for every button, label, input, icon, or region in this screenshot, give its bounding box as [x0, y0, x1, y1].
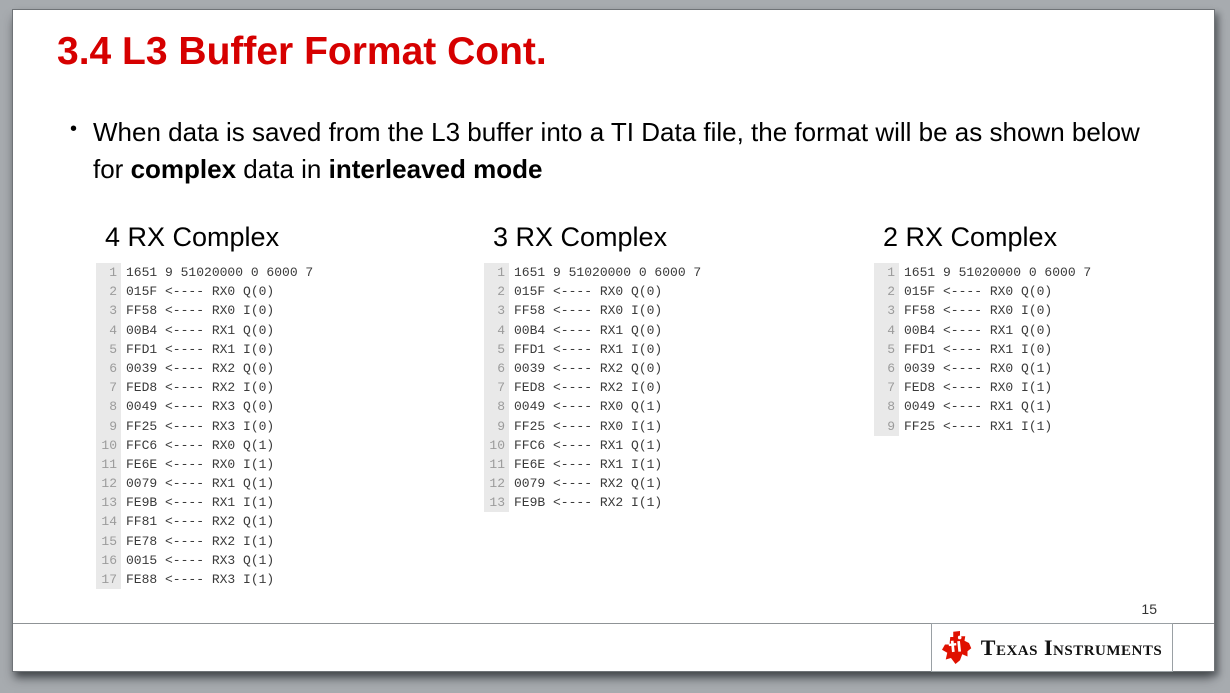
- line-number: 15: [96, 532, 121, 551]
- code-line: [96, 493, 313, 512]
- line-number: 4: [96, 321, 121, 340]
- line-text: FF58 <---- RX0 I(0): [904, 303, 1053, 319]
- line-number: 2: [874, 282, 899, 301]
- code-block-heading: 3 RX Complex: [493, 222, 668, 252]
- line-text: 015F <---- RX0 Q(0): [904, 284, 1053, 300]
- line-text: FF58 <---- RX0 I(0): [514, 303, 663, 319]
- line-text: FE88 <---- RX3 I(1): [126, 572, 275, 587]
- code-line: [484, 340, 701, 359]
- line-text: FE9B <---- RX2 I(1): [514, 495, 663, 511]
- line-text: 0039 <---- RX2 Q(0): [126, 360, 275, 376]
- line-text: 1651 9 51020000 0 6000 7: [514, 265, 702, 280]
- line-number: 3: [96, 301, 121, 320]
- code-line: [874, 301, 1091, 320]
- line-number: 4: [484, 321, 509, 340]
- line-number: 13: [96, 493, 121, 512]
- code-line: [96, 570, 313, 589]
- ti-bug-icon: [942, 631, 972, 664]
- line-number: 8: [874, 397, 899, 416]
- line-number: 5: [96, 340, 121, 359]
- code-line: [484, 417, 701, 436]
- code-line: [96, 359, 313, 378]
- code-block-heading: 2 RX Complex: [883, 222, 1058, 252]
- line-number: 7: [874, 378, 899, 397]
- line-number: 4: [874, 321, 899, 340]
- line-text: 00B4 <---- RX1 Q(0): [126, 322, 275, 338]
- code-line: [96, 378, 313, 397]
- line-text: 00B4 <---- RX1 Q(0): [904, 322, 1053, 338]
- code-line: [96, 282, 313, 301]
- line-text: FF25 <---- RX0 I(1): [514, 418, 663, 434]
- line-number: 8: [484, 397, 509, 416]
- line-text: FFC6 <---- RX1 Q(1): [514, 437, 663, 453]
- code-line: [874, 359, 1091, 378]
- line-text: FF58 <---- RX0 I(0): [126, 303, 275, 319]
- line-number: 10: [484, 436, 509, 455]
- line-text: 0079 <---- RX2 Q(1): [514, 476, 663, 492]
- code-line: [96, 321, 313, 340]
- line-number: 11: [96, 455, 121, 474]
- line-text: 0049 <---- RX1 Q(1): [904, 399, 1053, 415]
- code-line: [96, 532, 313, 551]
- code-line: [96, 397, 313, 416]
- line-number: 12: [96, 474, 121, 493]
- code-line: [484, 359, 701, 378]
- line-text: 0039 <---- RX2 Q(0): [514, 360, 663, 376]
- line-text: FE6E <---- RX0 I(1): [126, 456, 275, 472]
- page-number: 15: [1141, 601, 1157, 617]
- line-number: 1: [874, 263, 899, 282]
- line-number: 2: [484, 282, 509, 301]
- bullet-item: [70, 114, 1140, 188]
- line-number: 3: [874, 301, 899, 320]
- code-listing: [874, 263, 1091, 436]
- code-listing: [96, 263, 313, 589]
- code-line: [874, 378, 1091, 397]
- code-line: [484, 321, 701, 340]
- code-line: [96, 417, 313, 436]
- line-text: FF81 <---- RX2 Q(1): [126, 514, 275, 530]
- line-text: FFC6 <---- RX0 Q(1): [126, 437, 275, 453]
- code-line: [484, 263, 701, 282]
- line-number: 5: [874, 340, 899, 359]
- line-number: 8: [96, 397, 121, 416]
- line-text: FF25 <---- RX3 I(0): [126, 418, 275, 434]
- code-line: [874, 397, 1091, 416]
- line-text: 1651 9 51020000 0 6000 7: [126, 265, 314, 280]
- line-text: FF25 <---- RX1 I(1): [904, 418, 1053, 434]
- code-line: [96, 474, 313, 493]
- code-line: [484, 436, 701, 455]
- code-line: [484, 493, 701, 512]
- line-text: 0079 <---- RX1 Q(1): [126, 476, 275, 492]
- line-number: 7: [484, 378, 509, 397]
- line-number: 6: [484, 359, 509, 378]
- code-line: [484, 397, 701, 416]
- code-line: [96, 551, 313, 570]
- line-text: FFD1 <---- RX1 I(0): [126, 341, 275, 357]
- code-line: [96, 340, 313, 359]
- line-text: 015F <---- RX0 Q(0): [126, 284, 275, 300]
- code-block: [96, 222, 313, 589]
- code-block-heading: 4 RX Complex: [105, 222, 280, 252]
- code-block: [874, 222, 1091, 436]
- code-line: [96, 263, 313, 282]
- line-text: FED8 <---- RX0 I(1): [904, 380, 1053, 396]
- code-line: [874, 263, 1091, 282]
- code-line: [874, 321, 1091, 340]
- line-number: 14: [96, 512, 121, 531]
- bullet-text: [93, 114, 1140, 188]
- line-number: 6: [96, 359, 121, 378]
- line-text: FED8 <---- RX2 I(0): [514, 380, 663, 396]
- code-line: [484, 474, 701, 493]
- code-line: [484, 378, 701, 397]
- line-text: 1651 9 51020000 0 6000 7: [904, 265, 1092, 280]
- line-text: 00B4 <---- RX1 Q(0): [514, 322, 663, 338]
- line-number: 9: [96, 417, 121, 436]
- bullet-text-segment: When data is saved from the L3 buffer into a TI Data file, the format will be as shown below for: [93, 117, 1140, 184]
- bullet-text-segment: complex: [130, 154, 237, 184]
- line-number: 6: [874, 359, 899, 378]
- code-line: [484, 455, 701, 474]
- ti-logo-text: Texas Instruments: [980, 634, 1163, 660]
- ti-logo-box: [931, 623, 1173, 672]
- line-text: FFD1 <---- RX1 I(0): [514, 341, 663, 357]
- code-line: [96, 455, 313, 474]
- code-line: [484, 282, 701, 301]
- line-text: FE6E <---- RX1 I(1): [514, 456, 663, 472]
- line-text: FE9B <---- RX1 I(1): [126, 495, 275, 511]
- line-number: 12: [484, 474, 509, 493]
- line-number: 2: [96, 282, 121, 301]
- code-line: [874, 282, 1091, 301]
- line-number: 7: [96, 378, 121, 397]
- line-number: 9: [874, 417, 899, 436]
- line-text: 015F <---- RX0 Q(0): [514, 284, 663, 300]
- line-number: 11: [484, 455, 509, 474]
- slide: [12, 9, 1215, 672]
- line-number: 1: [96, 263, 121, 282]
- code-line: [96, 436, 313, 455]
- bullet-icon: •: [70, 118, 78, 140]
- line-number: 3: [484, 301, 509, 320]
- line-number: 1: [484, 263, 509, 282]
- slide-title: 3.4 L3 Buffer Format Cont.: [57, 30, 547, 73]
- code-block: [484, 222, 701, 512]
- line-number: 13: [484, 493, 509, 512]
- line-text: FFD1 <---- RX1 I(0): [904, 341, 1053, 357]
- code-line: [484, 301, 701, 320]
- line-text: 0049 <---- RX3 Q(0): [126, 399, 275, 415]
- line-text: 0049 <---- RX0 Q(1): [514, 399, 663, 415]
- line-text: 0039 <---- RX0 Q(1): [904, 360, 1053, 376]
- code-line: [874, 417, 1091, 436]
- line-number: 17: [96, 570, 121, 589]
- line-text: FED8 <---- RX2 I(0): [126, 380, 275, 396]
- code-line: [874, 340, 1091, 359]
- code-line: [96, 512, 313, 531]
- line-number: 16: [96, 551, 121, 570]
- code-listing: [484, 263, 701, 512]
- bullet-text-segment: data in: [236, 154, 329, 184]
- line-number: 10: [96, 436, 121, 455]
- line-text: FE78 <---- RX2 I(1): [126, 533, 275, 549]
- bullet-text-segment: interleaved mode: [328, 154, 543, 184]
- line-number: 9: [484, 417, 509, 436]
- line-number: 5: [484, 340, 509, 359]
- line-text: 0015 <---- RX3 Q(1): [126, 552, 275, 568]
- code-line: [96, 301, 313, 320]
